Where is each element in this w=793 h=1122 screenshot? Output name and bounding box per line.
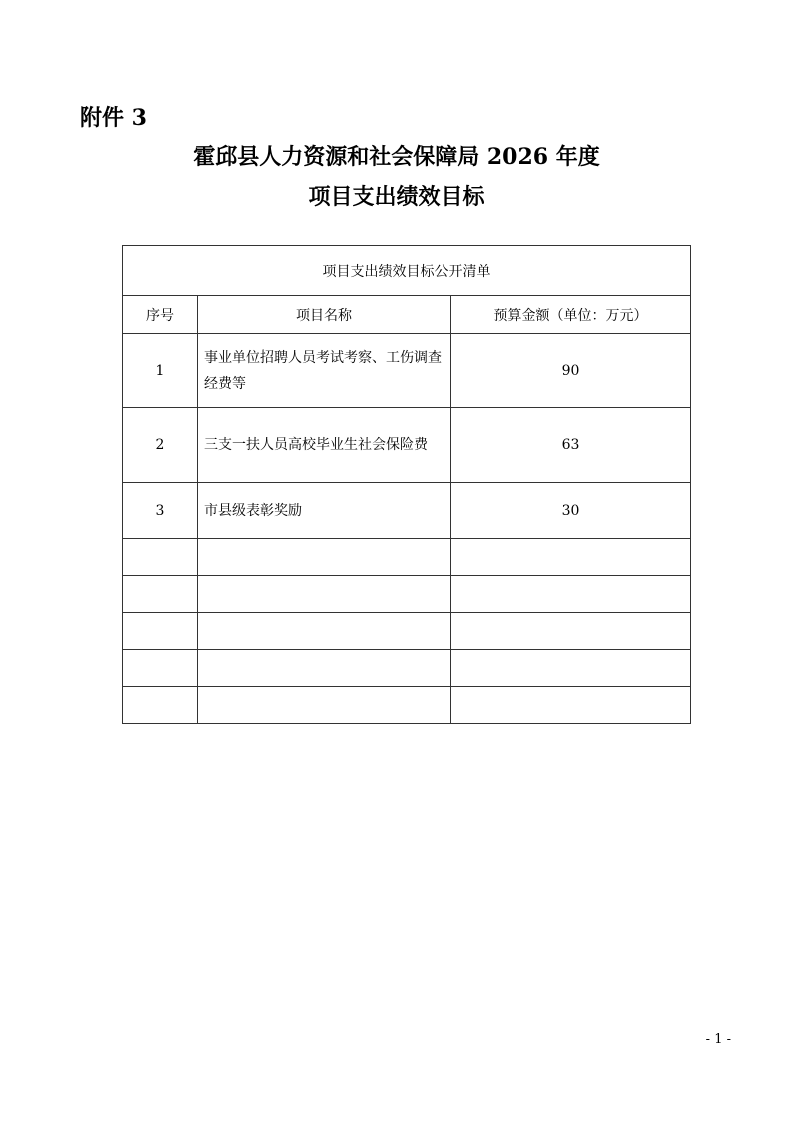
empty-row bbox=[123, 613, 691, 650]
empty-row bbox=[123, 576, 691, 613]
table-caption-row bbox=[123, 246, 691, 296]
performance-target-table bbox=[122, 245, 691, 724]
table-row bbox=[123, 334, 691, 408]
row-no: 2 bbox=[123, 408, 198, 483]
table-header-row bbox=[123, 296, 691, 334]
row-no: 3 bbox=[123, 483, 198, 539]
empty-row bbox=[123, 539, 691, 576]
row-no: 1 bbox=[123, 334, 198, 408]
empty-row bbox=[123, 650, 691, 687]
row-amount: 63 bbox=[451, 408, 691, 483]
row-name: 市县级表彰奖励 bbox=[198, 483, 451, 539]
table-row bbox=[123, 408, 691, 483]
row-name: 事业单位招聘人员考试考察、工伤调查经费等 bbox=[198, 334, 451, 408]
header-amount: 预算金额（单位：万元） bbox=[451, 296, 691, 334]
table-row bbox=[123, 483, 691, 539]
empty-row bbox=[123, 687, 691, 724]
header-no: 序号 bbox=[123, 296, 198, 334]
row-amount: 90 bbox=[451, 334, 691, 408]
table-caption: 项目支出绩效目标公开清单 bbox=[123, 246, 691, 296]
row-name: 三支一扶人员高校毕业生社会保险费 bbox=[198, 408, 451, 483]
row-amount: 30 bbox=[451, 483, 691, 539]
document-title-line2: 项目支出绩效目标 bbox=[308, 184, 485, 210]
document-title-line1: 霍邱县人力资源和社会保障局 2026 年度 bbox=[193, 144, 600, 170]
attachment-label: 附件 3 bbox=[80, 105, 147, 131]
page-number: - 1 - bbox=[705, 1032, 731, 1047]
header-name: 项目名称 bbox=[198, 296, 451, 334]
